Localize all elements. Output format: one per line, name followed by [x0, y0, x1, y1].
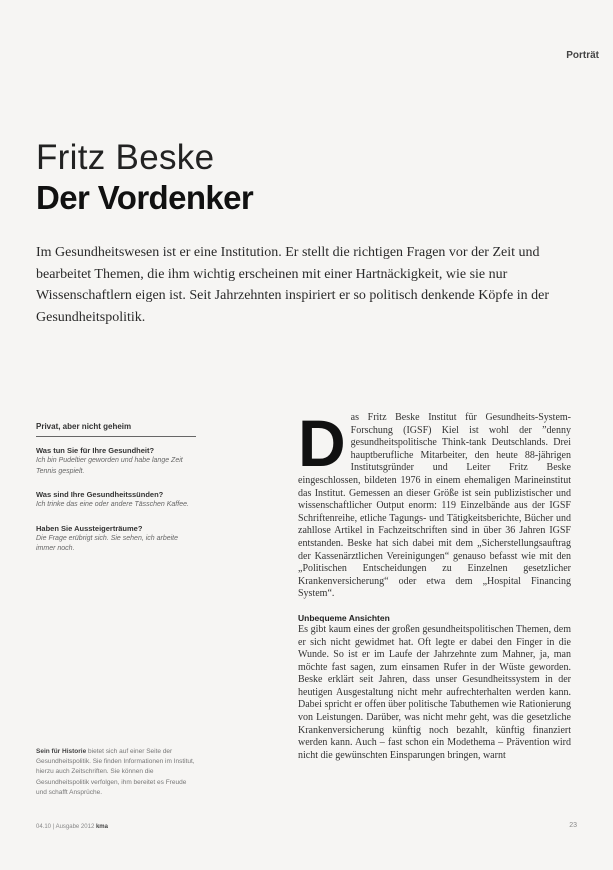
drop-cap: D	[298, 406, 346, 480]
page-number: 23	[569, 822, 577, 829]
sidebar-title: Privat, aber nicht geheim	[36, 422, 196, 437]
article-headline: Der Vordenker	[36, 179, 254, 216]
sidebar-question: Haben Sie Aussteigerträume?	[36, 523, 143, 533]
sidebar-question: Was tun Sie für Ihre Gesundheit?	[36, 446, 155, 455]
article-person-name: Fritz Beske	[36, 138, 215, 177]
sidebar-box	[36, 422, 196, 568]
footer-brand: kma	[95, 824, 108, 830]
sidebar-question: Was sind Ihre Gesundheitssünden?	[36, 490, 164, 499]
article-paragraph: as Fritz Beske Institut für Gesundheits-System-Forschung (IGSF) Kiel ist wohl der ”denny gesundheitspolitische Think-tank Deutschlands. Drei hauptberufliche Mitarbeiter, den heute 88-jährigen Institutsgründer und Leiter Fritz Beske eingeschlossen, bildeten 1976 in einem ehemaligen Marineinstitut das Institut. Gemessen an dieser Größe ist sein publizistischer und wissenschaftlicher Output enorm: 119 Einzelbände aus der IGSF Schriftenreihe, etliche Tagungs- und Tätigkeitsberichte, Bücher und zahllose Artikel in Fachzeitschriften sind in über 36 Jahren IGSF entstanden. Beske hat sich dabei mit dem „Sicherstellungsauftrag der Kassenärztlichen Vereinigungen“ genauso befasst wie mit den „Politischen Entscheidungen zu Einzelnen gesetzlicher Krankenversicherung“ oder etwa dem „Hospital Financing System“.	[298, 412, 571, 600]
section-label: Porträt	[566, 50, 599, 61]
sidebar-qa-item	[36, 446, 196, 477]
sidebar-note-text: bietet sich auf einer Seite der Gesundheitspolitik. Sie finden Informationen im Institut, hierzu auch Zeitschriften. Sie können die Gesundheitspolitik verfolgen, ihm bereitet es Freude und schafft Ansprüche.	[36, 748, 195, 796]
article-body	[298, 406, 571, 762]
sidebar-answer: Die Frage erübrigt sich. Sie sehen, ich arbeite immer noch.	[36, 534, 179, 552]
sidebar-note-bold: Sein für Historie	[36, 748, 87, 755]
sidebar-note	[36, 747, 196, 798]
sidebar-answer: Ich bin Pudeltier geworden und habe lange Zeit Tennis gespielt.	[36, 457, 183, 475]
sidebar-answer: Ich trinke das eine oder andere Tässchen Kaffee.	[36, 501, 189, 508]
article-intro: Im Gesundheitswesen ist er eine Institution. Er stellt die richtigen Fragen vor der Zeit und bearbeitet Themen, die ihm wichtig erscheinen mit einer Hartnäckigkeit, wie sie nur Wissenschaftlern eigen ist. Seit Jahrzehnten inspiriert er so politisch denkende Köpfe in der Gesundheitspolitik.	[36, 245, 550, 325]
article-subhead: Unbequeme Ansichten	[298, 612, 390, 623]
footer-date: Ausgabe 2012	[55, 824, 95, 830]
article-paragraph: Es gibt kaum eines der großen gesundheitspolitischen Themen, dem er sich nicht gewidmet hat. Oft legte er dabei den Finger in die Wunde. So ist er im Laufe der Jahrzehnte zum Mahner, ja, man möchte fast sagen, zum einsamen Rufer in der Wüste geworden. Beske erklärt seit Jahren, dass unser Gesundheitssystem in der heutigen Ausgestaltung nicht mehr aufrechterhalten werden kann. Dabei spricht er offen über politische Tabuthemen wie Rationierung von Leistungen. Darüber, was nicht mehr geht, was die gesetzliche Krankenversicherung künftig noch bezahlt, künftig finanziert werden kann. Auch – fast schon ein Modethema – Prävention wird nicht die gewünschten Einsparungen bringen, warnt	[298, 623, 571, 761]
footer-prefix: 04.10 |	[36, 824, 56, 830]
footer-issue	[36, 824, 108, 830]
sidebar-qa-item	[36, 490, 196, 511]
sidebar-qa-item	[36, 524, 196, 555]
